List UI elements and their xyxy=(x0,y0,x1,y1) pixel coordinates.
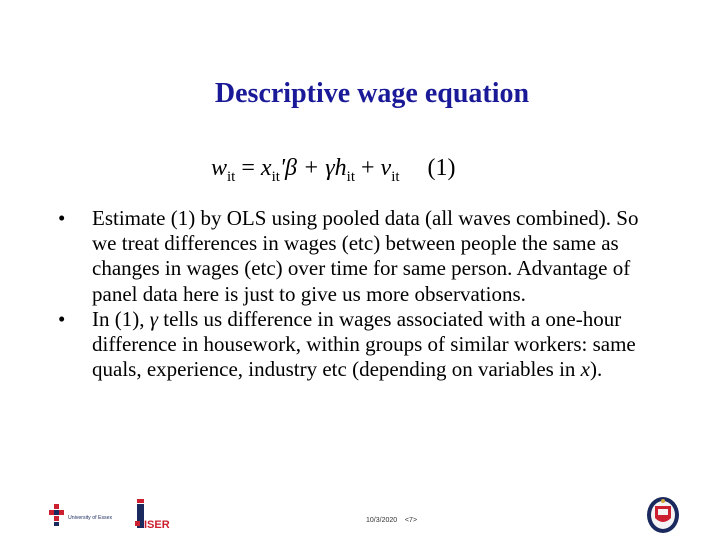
equation-number: (1) xyxy=(427,155,456,181)
iser-logo-icon xyxy=(134,498,178,530)
bullet-text-b: tells us difference in wages associated with a one-hour difference in housework, within groups of similar workers: same quals, experience, industry etc (depending on variables in xyxy=(92,306,636,382)
page-number: 7 xyxy=(409,517,413,524)
footer-date: 10/3/2020 <7> xyxy=(366,517,418,524)
eq-w-sub: it xyxy=(227,169,236,185)
eq-v: v xyxy=(380,155,392,181)
bullet-icon: • xyxy=(58,306,66,331)
eq-x-sub: it xyxy=(271,169,280,185)
wage-equation xyxy=(211,155,456,185)
eq-plus: + xyxy=(355,155,381,181)
bullet-text-a: In (1), xyxy=(92,306,150,331)
bullet-icon: • xyxy=(58,206,66,230)
bullet-item-1 xyxy=(58,206,668,307)
eq-w: w xyxy=(211,155,228,181)
university-logo-text: University of Essex xyxy=(68,515,113,521)
slide-title: Descriptive wage equation xyxy=(214,78,530,109)
eq-equals: = xyxy=(235,155,261,181)
eq-plus-gamma: + γ xyxy=(297,155,335,181)
bullet-list xyxy=(58,206,668,382)
bullet-item-2 xyxy=(58,307,668,383)
eq-x: x xyxy=(260,155,272,181)
bullet-gamma: γ xyxy=(149,306,159,331)
eq-h: h xyxy=(334,155,347,181)
date-text: 10/3/2020 xyxy=(366,517,398,524)
eq-h-sub: it xyxy=(346,169,355,185)
bullet-text-c: ). xyxy=(590,357,603,382)
eq-beta: 'β xyxy=(279,155,297,181)
bullet-x: x xyxy=(580,357,590,382)
eq-v-sub: it xyxy=(391,169,400,185)
bullet-text: Estimate (1) by OLS using pooled data (all waves combined). So we treat differences in wages (etc) between people the same as changes in wages (etc) over time for same person. Advantage of panel data here is just to give us more observations. xyxy=(92,206,639,306)
crest-icon xyxy=(646,496,680,534)
iser-logo-text: ISER xyxy=(144,519,170,530)
university-logo-icon xyxy=(48,500,126,528)
